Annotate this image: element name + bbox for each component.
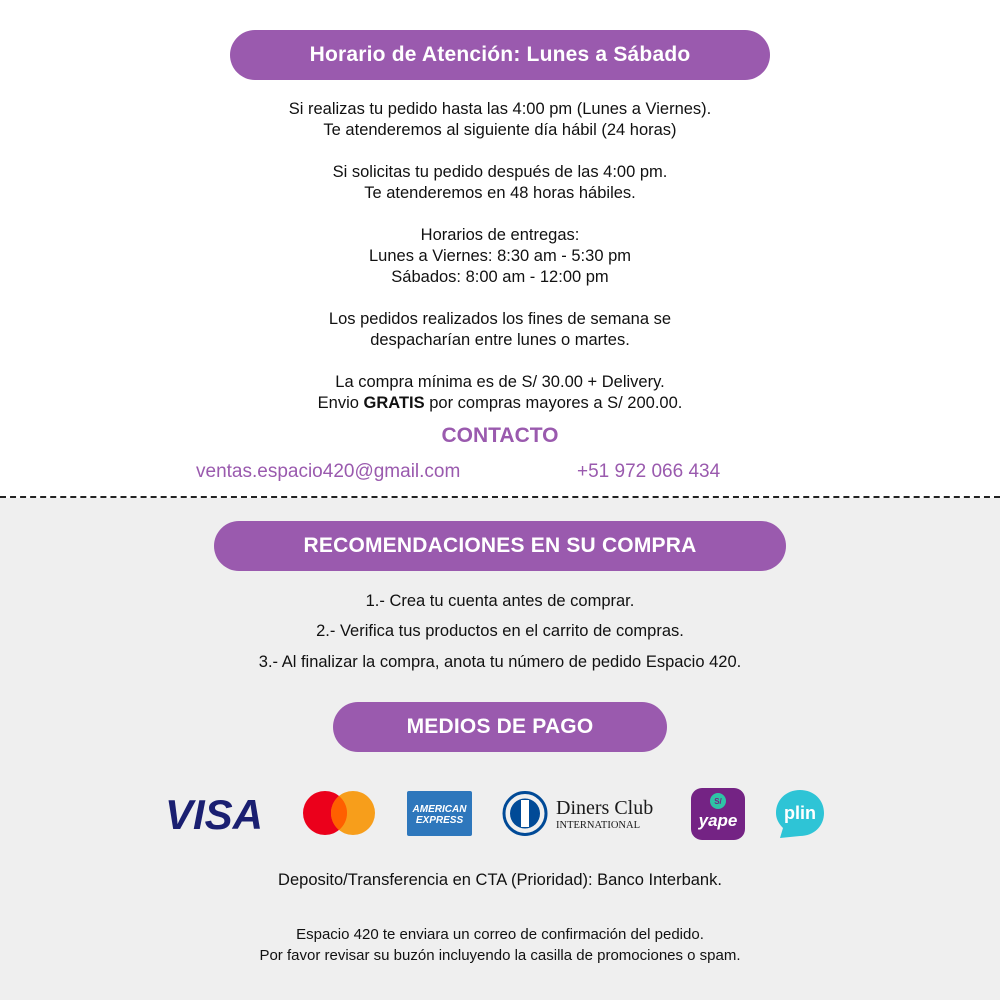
yape-logo (691, 788, 745, 840)
delivery-hours (0, 225, 1000, 288)
schedule-text-line: Si solicitas tu pedido después de las 4:00 pm. (332, 163, 668, 181)
free-shipping-post: por compras mayores a S/ 200.00. (429, 394, 683, 412)
yape-badge: S/ (714, 797, 722, 806)
free-shipping-bold: GRATIS (363, 394, 425, 412)
recommendations-title: RECOMENDACIONES EN SU COMPRA (214, 521, 786, 571)
minimum-purchase-note (0, 372, 1000, 414)
recommendation-item: 2.- Verifica tus productos en el carrito de compras. (316, 622, 684, 640)
amex-line2: EXPRESS (415, 815, 464, 826)
schedule-text-line: Horarios de entregas: (420, 226, 580, 244)
diners-line2: INTERNATIONAL (556, 820, 640, 831)
payment-methods-title: MEDIOS DE PAGO (333, 702, 667, 752)
schedule-text-line: despacharían entre lunes o martes. (370, 331, 630, 349)
yape-text: yape (698, 811, 738, 830)
plin-logo (774, 788, 826, 840)
free-shipping-line (0, 393, 1000, 414)
contact-title: CONTACTO (441, 424, 559, 447)
schedule-paragraph-1 (0, 99, 1000, 141)
schedule-text-line: Te atenderemos al siguiente día hábil (24 horas) (323, 121, 677, 139)
schedule-text-line: Te atenderemos en 48 horas hábiles. (364, 184, 636, 202)
weekend-note (0, 309, 1000, 351)
schedule-text-line: Lunes a Viernes: 8:30 am - 5:30 pm (368, 247, 632, 265)
confirmation-note (0, 924, 1000, 966)
schedule-text-line: Si realizas tu pedido hasta las 4:00 pm (Lunes a Viernes). (288, 100, 712, 118)
schedule-paragraph-2 (0, 162, 1000, 204)
schedule-title: Horario de Atención: Lunes a Sábado (230, 30, 770, 80)
diners-line1: Diners Club (556, 797, 654, 819)
confirmation-line: Espacio 420 te enviara un correo de confirmación del pedido. (296, 926, 704, 943)
schedule-text-line: Sábados: 8:00 am - 12:00 pm (391, 268, 609, 286)
schedule-text-line: Los pedidos realizados los fines de semana se (328, 310, 672, 328)
mastercard-logo (302, 790, 376, 836)
amex-line1: AMERICAN (412, 804, 467, 815)
free-shipping-pre: Envio (317, 394, 359, 412)
contact-phone-link[interactable]: +51 972 066 434 (577, 461, 721, 482)
confirmation-line: Por favor revisar su buzón incluyendo la casilla de promociones o spam. (259, 947, 741, 964)
visa-logo (158, 790, 270, 836)
recommendation-item: 1.- Crea tu cuenta antes de comprar. (365, 592, 635, 610)
visa-text: VISA (164, 791, 264, 836)
diners-club-logo (498, 791, 664, 836)
amex-logo (407, 791, 472, 836)
contact-email-link[interactable]: ventas.espacio420@gmail.com (196, 461, 461, 482)
recommendation-item: 3.- Al finalizar la compra, anota tu número de pedido Espacio 420. (258, 653, 742, 671)
dashed-divider (0, 496, 1000, 498)
schedule-text-line: La compra mínima es de S/ 30.00 + Delivery. (335, 373, 665, 391)
bank-transfer-note: Deposito/Transferencia en CTA (Prioridad): Banco Interbank. (278, 871, 722, 889)
plin-text: plin (784, 803, 816, 823)
